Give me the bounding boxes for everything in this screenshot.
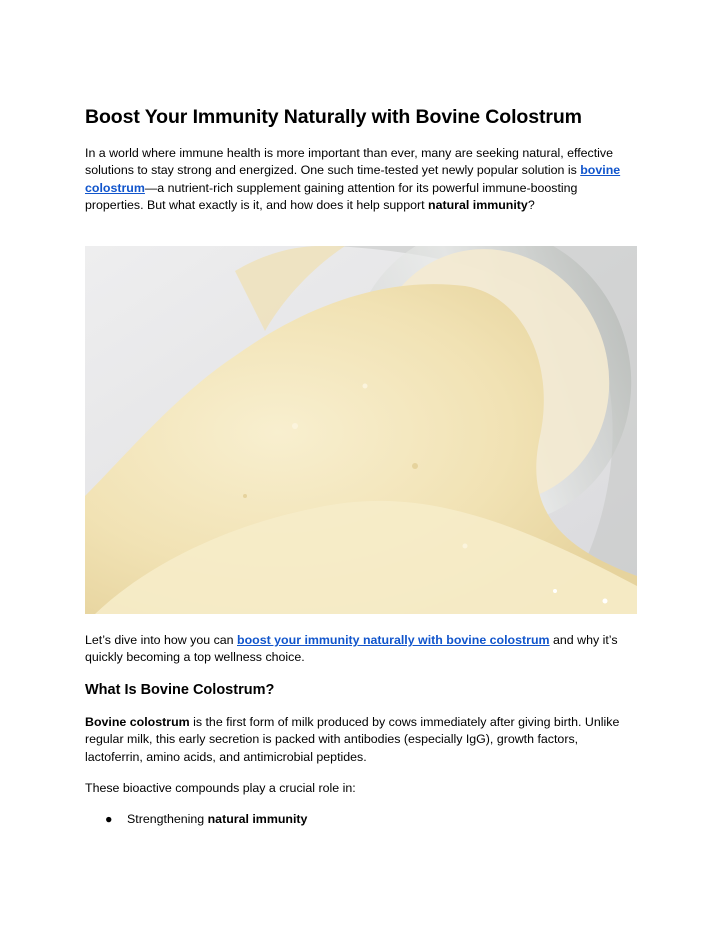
boost-immunity-link[interactable]: boost your immunity naturally with bovine colostrum <box>237 633 550 647</box>
colostrum-jar-illustration <box>85 246 637 614</box>
page-title: Boost Your Immunity Naturally with Bovine Colostrum <box>85 106 582 128</box>
dive-paragraph <box>85 632 637 667</box>
bullet-bold: natural immunity <box>207 812 308 826</box>
colostrum-powder-image <box>85 246 637 614</box>
benefits-list <box>85 811 637 828</box>
bullet-text: Strengthening <box>127 812 208 826</box>
intro-bold: natural immunity <box>428 197 528 212</box>
definition-text: is the first form of milk produced by cows immediately after giving birth. Unlike regular milk, this early secretion is packed with antibodies (especially IgG), growth factors, lactoferrin, amino acids, and antimicrobial peptides. <box>85 715 620 764</box>
bovine-colostrum-link[interactable]: bovine colostrum <box>85 163 621 195</box>
intro-text-2: —a nutrient-rich supplement gaining attention for its powerful immune-boosting properties. But what exactly is it, and how does it help support <box>85 180 578 212</box>
bullet-icon: ● <box>105 812 113 826</box>
compounds-intro: These bioactive compounds play a crucial role in: <box>85 781 356 795</box>
definition-bold: Bovine colostrum <box>85 715 190 729</box>
section-heading: What Is Bovine Colostrum? <box>85 682 275 698</box>
intro-text-1: In a world where immune health is more important than ever, many are seeking natural, effective solutions to stay strong and energized. One such time-tested yet newly popular solution is <box>85 146 614 178</box>
dive-text-2: and why it’s quickly becoming a top wellness choice. <box>85 633 618 665</box>
dive-text-1: Let’s dive into how you can <box>85 633 237 647</box>
list-item <box>85 811 637 828</box>
definition-paragraph <box>85 714 637 766</box>
intro-paragraph <box>85 145 637 214</box>
intro-text-3: ? <box>527 197 535 212</box>
